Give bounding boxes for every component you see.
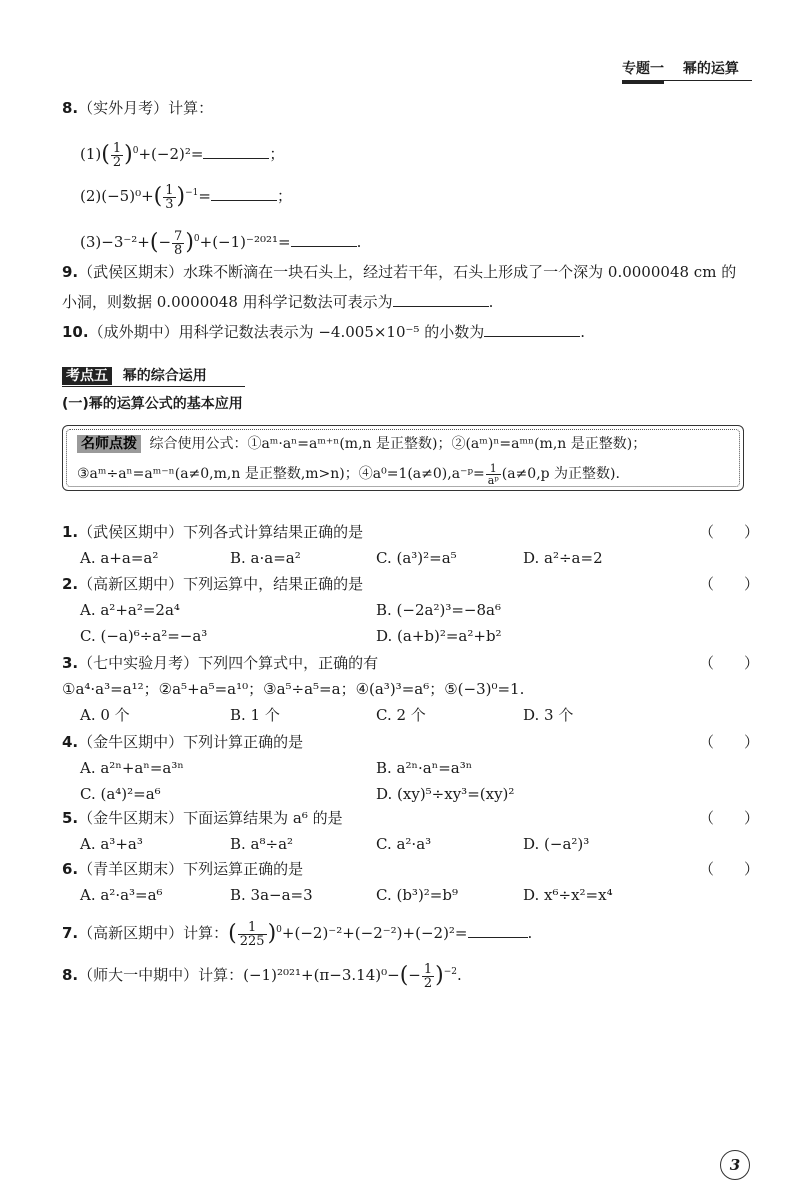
numerator: 1: [486, 463, 501, 475]
section-heading: [62, 365, 207, 386]
option-a[interactable]: A. a²ⁿ+aⁿ=a³ⁿ: [80, 759, 184, 777]
paren-open: (: [399, 963, 409, 988]
question-8-part-2: [80, 176, 292, 214]
option-c[interactable]: C. (b³)²=b⁹: [376, 886, 458, 904]
question-number: 8.: [62, 99, 79, 117]
option-b[interactable]: B. 3a−a=3: [230, 886, 313, 904]
question-text: 小洞，则数据 0.0000048 用科学记数法可表示为: [62, 293, 393, 311]
tip-line-1: [77, 434, 646, 454]
question-text: （武侯区期中）下列各式计算结果正确的是: [78, 523, 364, 541]
page-header: [622, 58, 739, 78]
punctuation: ；: [276, 187, 292, 205]
paren-open: (: [228, 921, 237, 946]
question-number: 1.: [62, 523, 79, 541]
paren-open: (: [149, 230, 159, 255]
question-number: 5.: [62, 809, 79, 827]
expression: =: [198, 187, 211, 205]
part-label: (1): [80, 145, 102, 163]
question-6: [62, 859, 303, 879]
question-text: （金牛区期中）下列计算正确的是: [78, 733, 304, 751]
denominator: 8: [174, 242, 183, 258]
option-b[interactable]: B. a²ⁿ·aⁿ=a³ⁿ: [376, 759, 473, 777]
denominator: aᵖ: [487, 473, 499, 487]
option-d[interactable]: D. (−a²)³: [523, 835, 590, 853]
option-c[interactable]: C. a²·a³: [376, 835, 432, 853]
fraction: [422, 963, 434, 990]
expression: +(−1)⁻²⁰²¹=: [199, 233, 291, 251]
punctuation: .: [457, 966, 462, 984]
subsection-heading: [62, 393, 243, 414]
paren-close: ): [124, 142, 133, 167]
fraction: [111, 142, 123, 169]
option-a[interactable]: A. a²·a³=a⁶: [80, 886, 163, 904]
question-9-line-1: [62, 262, 736, 282]
expression: (2)(−5)⁰+: [80, 187, 154, 205]
page-number: 3: [720, 1150, 750, 1180]
option-c[interactable]: C. (a⁴)²=a⁶: [80, 785, 161, 803]
option-c[interactable]: C. (a³)²=a⁵: [376, 549, 457, 567]
question-number: 3.: [62, 654, 79, 672]
paren-close: ): [267, 921, 277, 946]
question-5: [62, 808, 343, 828]
question-text: （师大一中期中）计算：(−1)²⁰²¹+(π−3.14)⁰−: [78, 966, 400, 984]
answer-paren[interactable]: （ ）: [699, 733, 760, 751]
question-8-part-3: (3)−3⁻²+(− $\frac{7}{8}$ )$^0$+(−1)⁻²⁰²¹= .: [80, 228, 362, 258]
section-underline: [62, 386, 245, 387]
paren-close: ): [176, 184, 186, 209]
tip-text: ③aᵐ÷aⁿ=aᵐ⁻ⁿ(a≠0,m,n 是正整数,m>n)；④a⁰=1(a≠0),a⁻ᵖ=: [77, 466, 485, 482]
exponent: 0: [193, 234, 200, 244]
fraction: [163, 184, 175, 211]
question-number: 6.: [62, 860, 79, 878]
paren-close: ): [435, 963, 444, 988]
numerator: 1: [165, 182, 174, 198]
fraction: [486, 463, 501, 486]
tip-box: [62, 425, 744, 491]
question-7: [62, 913, 532, 951]
option-a[interactable]: A. a³+a³: [80, 835, 143, 853]
question-text: （武侯区期末）水珠不断滴在一块石头上，经过若干年，石头上形成了一个深为 0.0000048 cm 的: [78, 263, 737, 281]
question-number: 8.: [62, 966, 79, 984]
question-text: （实外月考）计算：: [78, 99, 214, 117]
answer-paren[interactable]: （ ）: [699, 523, 760, 541]
option-b[interactable]: B. (−2a²)³=−8a⁶: [376, 601, 501, 619]
answer-paren[interactable]: （ ）: [699, 654, 760, 672]
option-d[interactable]: D. (a+b)²=a²+b²: [376, 627, 502, 645]
exponent: 0: [132, 146, 139, 156]
option-d[interactable]: D. x⁶÷x²=x⁴: [523, 886, 613, 904]
punctuation: .: [527, 924, 533, 942]
option-b[interactable]: B. a⁸÷a²: [230, 835, 294, 853]
answer-paren[interactable]: （ ）: [699, 809, 760, 827]
option-b[interactable]: B. a·a=a²: [230, 549, 301, 567]
tip-text: (a≠0,p 为正整数).: [501, 466, 620, 482]
answer-blank[interactable]: [203, 144, 269, 159]
question-number: 7.: [62, 924, 79, 942]
question-10: [62, 322, 585, 342]
question-2: [62, 574, 363, 594]
question-text: （高新区期中）下列运算中，结果正确的是: [78, 575, 364, 593]
option-d[interactable]: D. 3 个: [523, 706, 574, 724]
question-9-line-2: [62, 292, 493, 312]
question-number: 9.: [62, 263, 79, 281]
option-c[interactable]: C. 2 个: [376, 706, 426, 724]
question-number: 4.: [62, 733, 79, 751]
option-a[interactable]: A. a+a=a²: [80, 549, 159, 567]
question-text: （青羊区期末）下列运算正确的是: [78, 860, 304, 878]
fraction: [172, 230, 184, 257]
section-tag: 考点五: [62, 367, 112, 385]
question-8b: 8.（师大一中期中）计算：(−1)²⁰²¹+(π−3.14)⁰−(− $\frac{1}{2}$ )$^{-2}$.: [62, 961, 462, 991]
answer-blank[interactable]: [468, 923, 528, 938]
punctuation: .: [488, 293, 494, 311]
tip-line-2: [77, 461, 620, 487]
header-title: 幂的运算: [682, 61, 739, 77]
header-rule-bold: [622, 81, 664, 84]
exponent: −1: [185, 188, 199, 198]
question-text: （成外期中）用科学记数法表示为 −4.005×10⁻⁵ 的小数为: [88, 323, 485, 341]
answer-paren[interactable]: （ ）: [699, 860, 760, 878]
question-1: [62, 522, 363, 542]
denominator: 225: [239, 933, 265, 949]
punctuation: .: [356, 233, 362, 251]
answer-blank[interactable]: [484, 322, 580, 337]
header-topic: 专题一: [622, 61, 664, 77]
answer-paren[interactable]: （ ）: [699, 575, 760, 593]
numerator: 1: [112, 140, 122, 156]
denominator: 3: [165, 196, 174, 212]
answer-blank[interactable]: [393, 292, 489, 307]
tip-tag: 名师点拨: [77, 435, 141, 453]
question-number: 2.: [62, 575, 79, 593]
expression: +(−2)²=: [138, 145, 204, 163]
question-3-statements: ①a⁴·a³=a¹²；②a⁵+a⁵=a¹⁰；③a⁵÷a⁵=a；④(a³)³=a⁶；⑤(−3)⁰=1.: [62, 680, 525, 698]
question-text: （高新区期中）计算：: [78, 924, 229, 942]
question-text: （七中实验月考）下列四个算式中，正确的有: [78, 654, 379, 672]
question-8-part-1: [80, 134, 284, 172]
question-text: （金牛区期末）下面运算结果为 a⁶ 的是: [78, 809, 343, 827]
option-d[interactable]: D. (xy)⁵÷xy³=(xy)²: [376, 785, 515, 803]
numerator: 1: [238, 921, 267, 935]
exponent: 0: [276, 925, 282, 935]
paren-close: ): [185, 230, 194, 255]
numerator: 7: [174, 228, 183, 244]
subsection-title: (一)幂的运算公式的基本应用: [62, 396, 243, 412]
question-8-head: [62, 98, 213, 118]
option-a[interactable]: A. a²+a²=2a⁴: [80, 601, 180, 619]
question-4: [62, 732, 303, 752]
punctuation: ；: [269, 145, 285, 163]
exponent: −2: [443, 967, 458, 977]
expression: +(−2)⁻²+(−2⁻²)+(−2)²=: [281, 924, 468, 942]
question-3: [62, 653, 378, 673]
answer-blank[interactable]: [291, 232, 357, 247]
fraction: [238, 921, 267, 948]
answer-blank[interactable]: [211, 186, 277, 201]
question-number: 10.: [62, 323, 89, 341]
option-b[interactable]: B. 1 个: [230, 706, 280, 724]
option-a[interactable]: A. 0 个: [80, 706, 130, 724]
option-d[interactable]: D. a²÷a=2: [523, 549, 603, 567]
option-c[interactable]: C. (−a)⁶÷a²=−a³: [80, 627, 208, 645]
expression: (3)−3⁻²+: [80, 233, 150, 251]
section-title: 幂的综合运用: [122, 368, 207, 384]
paren-open: (: [101, 142, 110, 167]
numerator: 1: [423, 961, 433, 977]
denominator: 2: [423, 975, 433, 991]
punctuation: .: [580, 323, 585, 341]
tip-text: 综合使用公式：①aᵐ·aⁿ=aᵐ⁺ⁿ(m,n 是正整数)；②(aᵐ)ⁿ=aᵐⁿ(m,n 是正整数)；: [149, 436, 647, 452]
paren-open: (: [153, 184, 163, 209]
denominator: 2: [112, 154, 122, 170]
